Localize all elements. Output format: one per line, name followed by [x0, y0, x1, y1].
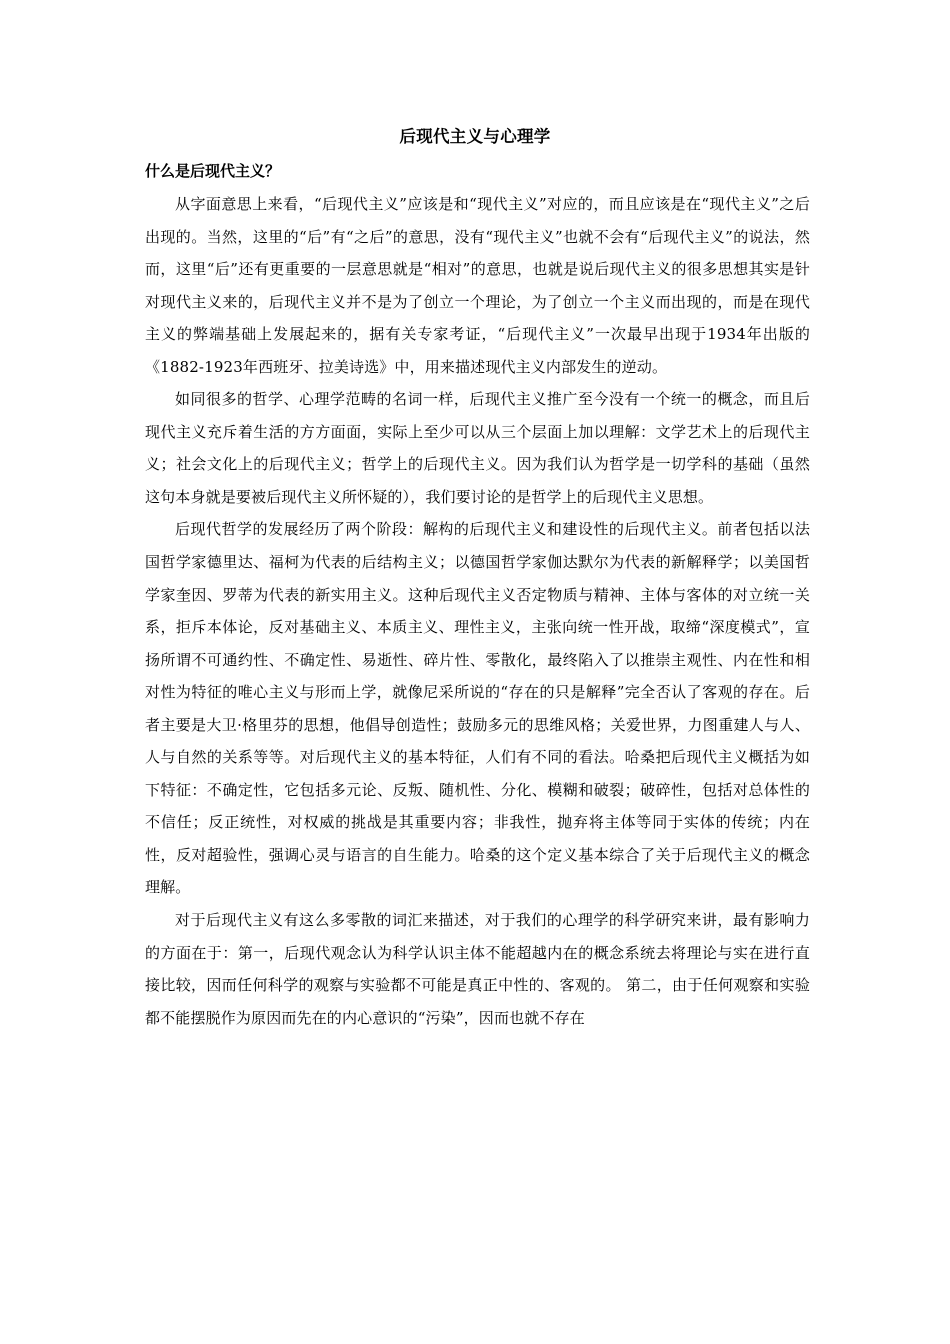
document-title: 后现代主义与心理学 [399, 127, 551, 146]
document-body [145, 188, 810, 1034]
paragraph-3: 后现代哲学的发展经历了两个阶段：解构的后现代主义和建设性的后现代主义。前者包括以法国哲学家德里达、福柯为代表的后结构主义；以德国哲学家伽达默尔为代表的新解释学；以美国哲学家奎因、罗蒂为代表的新实用主义。这种后现代主义否定物质与精神、主体与客体的对立统一关系，拒斥本体论，反对基础主义、本质主义、理性主义，主张向统一性开战，取缔“深度模式”，宣扬所谓不可通约性、不确定性、易逝性、碎片性、零散化，最终陷入了以推崇主观性、内在性和相对性为特征的唯心主义与形而上学，就像尼采所说的“存在的只是解释”完全否认了客观的存在。后者主要是大卫·格里芬的思想，他倡导创造性；鼓励多元的思维风格；关爱世界，力图重建人与人、人与自然的关系等等。对后现代主义的基本特征，人们有不同的看法。哈桑把后现代主义概括为如下特征：不确定性，它包括多元论、反叛、随机性、分化、模糊和破裂；破碎性，包括对总体性的不信任；反正统性，对权威的挑战是其重要内容；非我性，抛弃将主体等同于实体的传统；内在性，反对超验性，强调心灵与语言的自生能力。哈桑的这个定义基本综合了关于后现代主义的概念理解。 [145, 520, 810, 897]
section-heading: 什么是后现代主义？ [145, 162, 281, 180]
paragraph-1: 从字面意思上来看，“后现代主义”应该是和“现代主义”对应的，而且应该是在“现代主义”之后出现的。当然，这里的“后”有“之后”的意思，没有“现代主义”也就不会有“后现代主义”的说法，然而，这里“后”还有更重要的一层意思就是“相对”的意思，也就是说后现代主义的很多思想其实是针对现代主义来的，后现代主义并不是为了创立一个理论，为了创立一个主义而出现的，而是在现代主义的弊端基础上发展起来的，据有关专家考证，“后现代主义”一次最早出现于1934年出版的《1882-1923年西班牙、拉美诗选》中，用来描述现代主义内部发生的逆动。 [145, 195, 810, 376]
paragraph-4: 对于后现代主义有这么多零散的词汇来描述，对于我们的心理学的科学研究来讲，最有影响力的方面在于：第一，后现代观念认为科学认识主体不能超越内在的概念系统去将理论与实在进行直接比较，因而任何科学的观察与实验都不可能是真正中性的、客观的。 第二，由于任何观察和实验都不能摆脱作为原因而先在的内心意识的“污染”，因而也就不存在 [145, 911, 810, 1027]
paragraph-2: 如同很多的哲学、心理学范畴的名词一样，后现代主义推广至今没有一个统一的概念，而且后现代主义充斥着生活的方方面面，实际上至少可以从三个层面上加以理解：文学艺术上的后现代主义；社会文化上的后现代主义；哲学上的后现代主义。因为我们认为哲学是一切学科的基础（虽然这句本身就是要被后现代主义所怀疑的），我们要讨论的是哲学上的后现代主义思想。 [145, 390, 810, 506]
